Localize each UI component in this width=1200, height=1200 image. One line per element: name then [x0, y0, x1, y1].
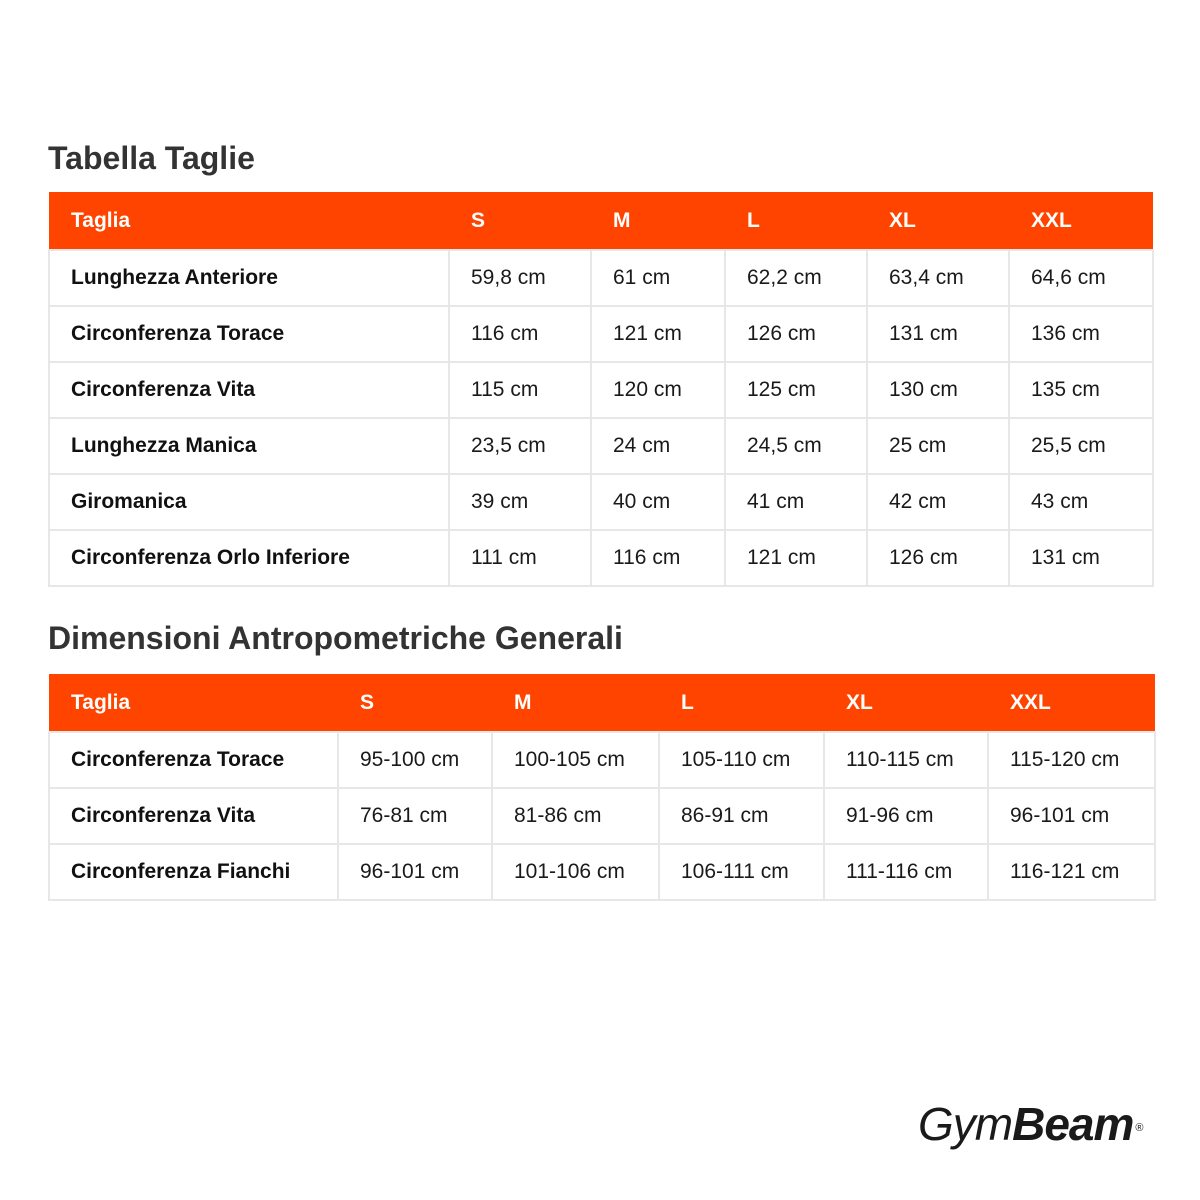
- registered-mark: ®: [1135, 1122, 1143, 1134]
- table-row: [49, 530, 1153, 586]
- table-cell: 95-100 cm: [338, 732, 492, 788]
- table-cell: 111-116 cm: [824, 844, 988, 900]
- row-label: Circonferenza Orlo Inferiore: [49, 530, 449, 586]
- table-cell: 131 cm: [1009, 530, 1153, 586]
- anthropometric-table: [48, 674, 1156, 901]
- table-row: [49, 418, 1153, 474]
- table-cell: 135 cm: [1009, 362, 1153, 418]
- row-label: Circonferenza Fianchi: [49, 844, 338, 900]
- table-cell: 76-81 cm: [338, 788, 492, 844]
- table-cell: 120 cm: [591, 362, 725, 418]
- column-header-m: M: [591, 192, 725, 250]
- table-cell: 111 cm: [449, 530, 591, 586]
- table-cell: 125 cm: [725, 362, 867, 418]
- size-table: [48, 192, 1154, 587]
- column-header-xxl: XXL: [988, 674, 1155, 732]
- column-header-l: L: [659, 674, 824, 732]
- table-cell: 64,6 cm: [1009, 250, 1153, 306]
- row-label: Circonferenza Torace: [49, 732, 338, 788]
- table-cell: 63,4 cm: [867, 250, 1009, 306]
- table-cell: 86-91 cm: [659, 788, 824, 844]
- size-table-header-row: [49, 192, 1153, 250]
- table-cell: 62,2 cm: [725, 250, 867, 306]
- table-cell: 96-101 cm: [988, 788, 1155, 844]
- table-row: [49, 474, 1153, 530]
- logo-text-gym: Gym: [918, 1098, 1013, 1150]
- table-cell: 25,5 cm: [1009, 418, 1153, 474]
- table-cell: 41 cm: [725, 474, 867, 530]
- table-row: [49, 306, 1153, 362]
- table-cell: 106-111 cm: [659, 844, 824, 900]
- table-cell: 121 cm: [725, 530, 867, 586]
- table-cell: 116-121 cm: [988, 844, 1155, 900]
- anthropometric-table-header-row: [49, 674, 1155, 732]
- logo-text-beam: Beam: [1012, 1098, 1134, 1150]
- table-cell: 24 cm: [591, 418, 725, 474]
- table-cell: 130 cm: [867, 362, 1009, 418]
- column-header-size: Taglia: [49, 674, 338, 732]
- table-row: [49, 362, 1153, 418]
- column-header-m: M: [492, 674, 659, 732]
- row-label: Lunghezza Anteriore: [49, 250, 449, 306]
- table-cell: 101-106 cm: [492, 844, 659, 900]
- table-cell: 61 cm: [591, 250, 725, 306]
- column-header-size: Taglia: [49, 192, 449, 250]
- table-cell: 100-105 cm: [492, 732, 659, 788]
- gymbeam-logo: [918, 1098, 1143, 1150]
- table-cell: 24,5 cm: [725, 418, 867, 474]
- table-cell: 136 cm: [1009, 306, 1153, 362]
- column-header-xl: XL: [824, 674, 988, 732]
- column-header-xxl: XXL: [1009, 192, 1153, 250]
- column-header-s: S: [449, 192, 591, 250]
- size-table-title: Tabella Taglie: [48, 140, 255, 176]
- column-header-xl: XL: [867, 192, 1009, 250]
- table-cell: 91-96 cm: [824, 788, 988, 844]
- table-cell: 131 cm: [867, 306, 1009, 362]
- table-cell: 81-86 cm: [492, 788, 659, 844]
- table-cell: 115-120 cm: [988, 732, 1155, 788]
- table-cell: 25 cm: [867, 418, 1009, 474]
- table-cell: 116 cm: [591, 530, 725, 586]
- row-label: Circonferenza Vita: [49, 362, 449, 418]
- table-cell: 42 cm: [867, 474, 1009, 530]
- table-cell: 121 cm: [591, 306, 725, 362]
- table-row: [49, 788, 1155, 844]
- row-label: Lunghezza Manica: [49, 418, 449, 474]
- table-cell: 110-115 cm: [824, 732, 988, 788]
- table-cell: 23,5 cm: [449, 418, 591, 474]
- table-cell: 43 cm: [1009, 474, 1153, 530]
- row-label: Giromanica: [49, 474, 449, 530]
- table-cell: 116 cm: [449, 306, 591, 362]
- table-cell: 59,8 cm: [449, 250, 591, 306]
- table-cell: 105-110 cm: [659, 732, 824, 788]
- table-row: [49, 844, 1155, 900]
- table-cell: 126 cm: [867, 530, 1009, 586]
- row-label: Circonferenza Vita: [49, 788, 338, 844]
- column-header-s: S: [338, 674, 492, 732]
- table-cell: 115 cm: [449, 362, 591, 418]
- table-row: [49, 732, 1155, 788]
- table-cell: 40 cm: [591, 474, 725, 530]
- table-row: [49, 250, 1153, 306]
- row-label: Circonferenza Torace: [49, 306, 449, 362]
- column-header-l: L: [725, 192, 867, 250]
- table-cell: 39 cm: [449, 474, 591, 530]
- table-cell: 126 cm: [725, 306, 867, 362]
- anthropometric-table-title: Dimensioni Antropometriche Generali: [48, 620, 623, 656]
- table-cell: 96-101 cm: [338, 844, 492, 900]
